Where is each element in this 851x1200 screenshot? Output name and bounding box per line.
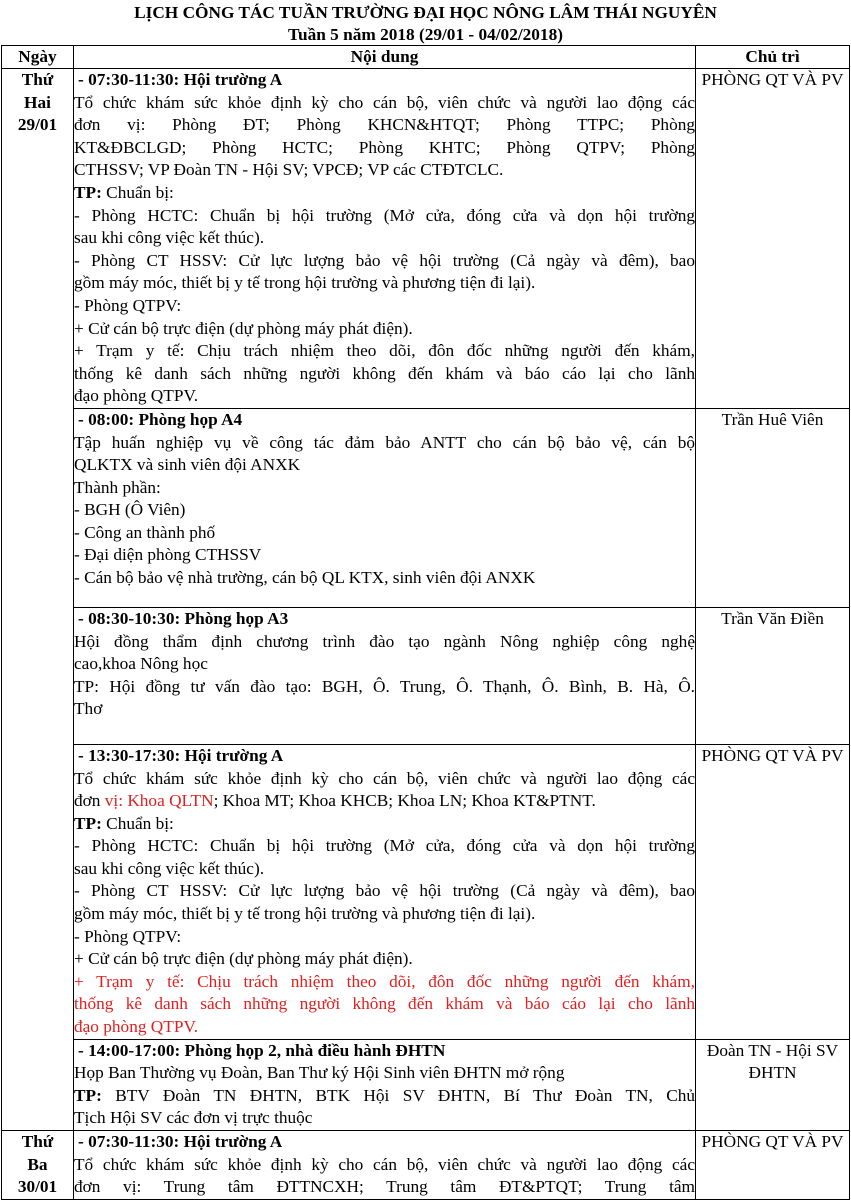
event-host: PHÒNG QT VÀ PV xyxy=(696,744,850,1039)
event-content: - 07:30-11:30: Hội trường A Tổ chức khám sức khỏe định kỳ cho cán bộ, viên chức và người lao động các đơn vị: Phòng ĐT; Phòng KHCN&HTQT; Phòng TTPC; Phòng KT&ĐBCLGD; Phòng HCTC; Phòng KHTC; Phòng QTPV; Phòng CTHSSV; VP Đoàn TN - Hội SV; VPCĐ; VP các CTĐTCLC. TP: Chuẩn bị: - Phòng HCTC: Chuẩn bị hội trường (Mở cửa, đóng cửa và dọn hội trường sau khi công việc kết thúc). - Phòng CT HSSV: Cử lực lượng bảo vệ hội trường (Cả ngày và đêm), bao gồm máy móc, thiết bị y tế trong hội trường và phương tiện đi lại). - Phòng QTPV: + Cử cán bộ trực điện (dự phòng máy phát điện). + Trạm y tế: Chịu trách nhiệm theo dõi, đôn đốc những người đến khám, thống kê danh sách những người không đến khám và báo cáo lại cho lãnh đạo phòng QTPV. xyxy=(74,69,696,409)
event-host: Trần Huê Viên xyxy=(696,408,850,607)
day-cell-monday: Thứ Hai 29/01 xyxy=(2,69,74,1131)
title-line-1: LỊCH CÔNG TÁC TUẦN TRƯỜNG ĐẠI HỌC NÔNG LÂM THÁI NGUYÊN xyxy=(134,3,717,22)
schedule-table xyxy=(1,45,850,1200)
event-header: - 08:00: Phòng họp A4 xyxy=(78,409,243,429)
table-row xyxy=(2,408,850,607)
table-row xyxy=(2,1131,850,1200)
table-header-row xyxy=(2,46,850,69)
event-header: - 13:30-17:30: Hội trường A xyxy=(78,745,284,765)
title-line-2: Tuần 5 năm 2018 (29/01 - 04/02/2018) xyxy=(288,25,563,44)
event-header: - 07:30-11:30: Hội trường A xyxy=(78,70,283,89)
event-content: - 07:30-11:30: Hội trường A Tổ chức khám sức khỏe định kỳ cho cán bộ, viên chức và người lao động các đơn vị: Trung tâm ĐTTNCXH; Trung tâm ĐT&PTQT; Trung tâm xyxy=(74,1131,696,1200)
event-header: - 08:30-10:30: Phòng họp A3 xyxy=(78,608,289,628)
event-host: Trần Văn Điền xyxy=(696,607,850,744)
event-content: - 14:00-17:00: Phòng họp 2, nhà điều hành ĐHTN Họp Ban Thường vụ Đoàn, Ban Thư ký Hội Sinh viên ĐHTN mở rộng TP: BTV Đoàn TN ĐHTN, BTK Hội SV ĐHTN, Bí Thư Đoàn TN, Chủ Tịch Hội SV các đơn vị trực thuộc xyxy=(74,1039,696,1130)
column-header-day: Ngày xyxy=(2,46,74,69)
highlighted-unit: vị: Khoa QLTN xyxy=(104,791,214,811)
event-host: PHÒNG QT VÀ PV xyxy=(696,69,850,409)
event-content: - 08:00: Phòng họp A4 Tập huấn nghiệp vụ về công tác đảm bảo ANTT cho cán bộ bảo vệ, cán bộ QLKTX và sinh viên đội ANXK Thành phần: - BGH (Ô Viên) - Công an thành phố - Đại diện phòng CTHSSV - Cán bộ bảo vệ nhà trường, cán bộ QL KTX, sinh viên đội ANXK xyxy=(74,408,696,607)
day-cell-tuesday: Thứ Ba 30/01 xyxy=(2,1131,74,1200)
document-title xyxy=(0,0,851,46)
column-header-content: Nội dung xyxy=(74,46,696,69)
table-row xyxy=(2,1039,850,1130)
event-host: PHÒNG QT VÀ PV xyxy=(696,1131,850,1200)
event-header: - 14:00-17:00: Phòng họp 2, nhà điều hành ĐHTN xyxy=(78,1040,446,1060)
event-content: - 13:30-17:30: Hội trường A Tổ chức khám sức khỏe định kỳ cho cán bộ, viên chức và người lao động các đơn vị: Khoa QLTN; Khoa MT; Khoa KHCB; Khoa LN; Khoa KT&PTNT. TP: Chuẩn bị: - Phòng HCTC: Chuẩn bị hội trường (Mở cửa, đóng cửa và dọn hội trường sau khi công việc kết thúc). - Phòng CT HSSV: Cử lực lượng bảo vệ hội trường (Cả ngày và đêm), bao gồm máy móc, thiết bị y tế trong hội trường và phương tiện đi lại). - Phòng QTPV: + Cử cán bộ trực điện (dự phòng máy phát điện). + Trạm y tế: Chịu trách nhiệm theo dõi, đôn đốc những người đến khám, thống kê danh sách những người không đến khám và báo cáo lại cho lãnh đạo phòng QTPV. xyxy=(74,744,696,1039)
highlighted-note: + Trạm y tế: Chịu trách nhiệm theo dõi, đôn đốc những người đến khám, xyxy=(74,971,695,991)
table-row xyxy=(2,607,850,744)
event-header: - 07:30-11:30: Hội trường A xyxy=(78,1132,283,1151)
table-row xyxy=(2,69,850,409)
event-host: Đoàn TN - Hội SV ĐHTN xyxy=(696,1039,850,1130)
table-row xyxy=(2,744,850,1039)
column-header-host: Chủ trì xyxy=(696,46,850,69)
event-content: - 08:30-10:30: Phòng họp A3 Hội đồng thẩm định chương trình đào tạo ngành Nông nghiệp công nghệ cao,khoa Nông học TP: Hội đồng tư vấn đào tạo: BGH, Ô. Trung, Ô. Thạnh, Ô. Bình, B. Hà, Ô. Thơ xyxy=(74,607,696,744)
